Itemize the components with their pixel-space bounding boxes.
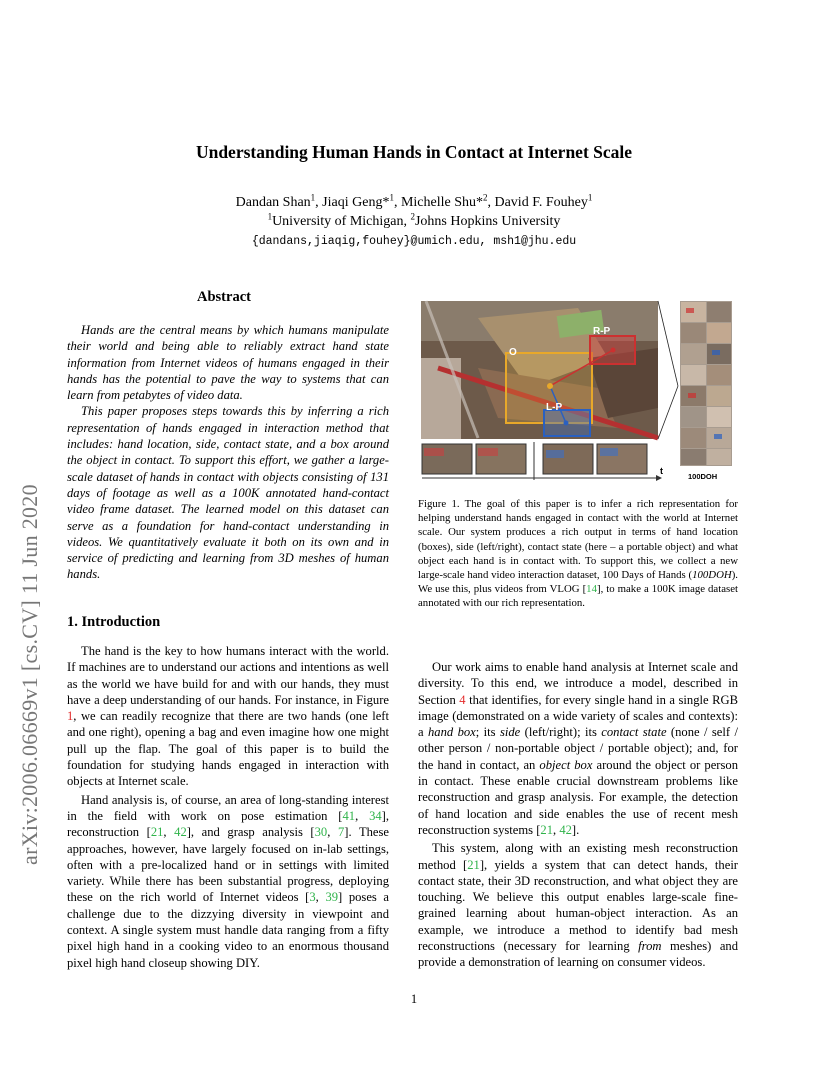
figure-ref-link[interactable]: 1: [67, 709, 74, 724]
citation-link[interactable]: 34: [369, 808, 382, 823]
citation-link[interactable]: 21: [150, 825, 164, 840]
citation-link[interactable]: 21: [540, 822, 554, 837]
body-paragraph: This system, along with an existing mesh reconstruction method [21], yields a system that can detect hands, their contact state, their 3D reconstruction, and what object they are touching. We believe this output enables large-scale fine-grained learning about human-object interaction. As an example, we introduce a method to identify bad mesh reconstructions (necessary for learning from meshes) and provide a demonstration of learning on consumer videos.: [418, 841, 739, 970]
abstract-paragraph: This paper proposes steps towards this by inferring a rich representation of hands engaged in interaction method that includes: hand location, side, contact state, and a box around the object in contact. To support this effort, we gather a large-scale dataset of hands in contact with objects consisting of 131 days of footage as well as a 100K annotated hand-contact video frame dataset. The learned model on this dataset can serve as a foundation for hand-contact understanding in videos. We quantitatively evaluate it both on its own and in service of predicting and learning from 3D meshes of human hands.: [67, 404, 389, 582]
dataset-label: 100DOH: [688, 472, 718, 481]
citation-link[interactable]: 30: [314, 825, 328, 840]
citation-link[interactable]: 39: [325, 890, 339, 905]
author-name: Dandan Shan: [235, 195, 311, 210]
author-list: Dandan Shan$^1$, Jiaqi Geng*$^1$, Michelle Shu*$^2$, David F. Fouhey$^1$: [235, 192, 593, 210]
abstract-heading: Abstract: [197, 289, 251, 305]
label-object: O: [509, 347, 517, 358]
figure-1: [418, 298, 748, 488]
right-column-text: [418, 659, 738, 971]
arxiv-stamp: arXiv:2006.06669v1 [cs.CV] 11 Jun 2020: [17, 484, 42, 865]
citation-link[interactable]: 42: [174, 825, 187, 840]
intro-text: [67, 643, 389, 971]
author-affil-sup: 1: [389, 192, 394, 203]
author-name: Jiaqi Geng*: [322, 195, 390, 210]
dataset-mosaic: [680, 301, 732, 466]
video-frame-strip: [422, 442, 662, 481]
intro-paragraph: Hand analysis is, of course, an area of long-standing interest in the field with work on pose estimation [41, 34], reconstruction [21, 42], and grasp analysis [30, 7]. These approaches, however, have largely focused on in-lab settings, often with a pre-localized hand or in settings with limited variety. While there has been substantial progress, deploying these on the rich world of Internet videos [3, 39] poses a challenge due to the dizzying diversity in viewpoint and context. A single system must handle data ranging from a fifty pixel high hand in a cooking video to an enormous thousand pixel high hand closeup showing DIY.: [67, 792, 390, 970]
page-number: 1: [410, 992, 418, 1006]
section-ref-link[interactable]: 4: [459, 692, 466, 707]
figure-1-graphic: [418, 298, 748, 488]
author-affil-sup: 1: [587, 192, 593, 203]
author-emails: {dandans,jiaqig,fouhey}@umich.edu, msh1@jhu.edu: [251, 235, 577, 248]
body-paragraph: Our work aims to enable hand analysis at Internet scale and diversity. To this end, we introduce a model, described in Section 4 that identifies, for every single hand in a single RGB image (demonstrated on a wide variety of scales and contexts): a hand box; its side (left/right); its contact state (none / self / other person / non-portable object / portable object); and, for the hand in contact, an object box around the object or person in contact. These enable crucial downstream problems like reconstruction and grasp analysis. For example, the detection of hand location and side enables the use of recent mesh reconstruction systems [21, 42].: [418, 660, 738, 837]
citation-link[interactable]: 3: [309, 890, 316, 905]
abstract-text: [67, 322, 389, 583]
intro-paragraph: The hand is the key to how humans interact with the world. If machines are to understand our actions and intentions as well as the world we have build for and with our hands, they must have a deep understanding of our hands. For instance, in Figure 1, we can readily recognize that there are two hands (one left and one right), opening a bag and even imagine how one might pull up the flap. The goal of this paper is to build the foundation for studying hands engaged in interaction with objects at Internet scale.: [67, 644, 389, 789]
author-affil-sup: 2: [482, 192, 488, 203]
abstract-paragraph: Hands are the central means by which humans manipulate their world and being able to reliably extract hand state information from Internet videos of humans engaged in their hands has the potential to pave the way to systems that can learn from petabytes of video data.: [67, 323, 389, 403]
paper-title: Understanding Human Hands in Contact at Internet Scale: [195, 142, 633, 162]
affiliations: $^1$University of Michigan, $^2$Johns Hopkins University: [267, 211, 561, 229]
citation-link[interactable]: 41: [342, 808, 356, 823]
citation-link[interactable]: 42: [559, 822, 572, 837]
citation-link[interactable]: 7: [337, 825, 345, 840]
citation-link[interactable]: 21: [467, 857, 480, 872]
author-name: Michelle Shu*: [400, 195, 483, 210]
label-left-portable: L-P: [546, 402, 563, 413]
label-right-portable: R-P: [593, 326, 611, 337]
author-affil-sup: 1: [310, 192, 316, 203]
author-name: David F. Fouhey: [494, 195, 588, 210]
citation-link[interactable]: 14: [586, 583, 597, 596]
section-heading-introduction: 1. Introduction: [67, 614, 161, 630]
figure-1-caption: Figure 1. The goal of this paper is to infer a rich representation for helping understand hands engaged in contact with the world at Internet scale. Our system produces a rich output in terms of hand location (boxes), side (left/right), contact state (here – a portable object) and what object each hand is in contact with. To support this, we collect a new large-scale hand video interaction dataset, 100 Days of Hands (100DOH). We use this, plus videos from VLOG [14], to make a 100K image dataset annotated with our rich representation.: [418, 498, 739, 610]
time-axis-label: t: [660, 466, 663, 476]
